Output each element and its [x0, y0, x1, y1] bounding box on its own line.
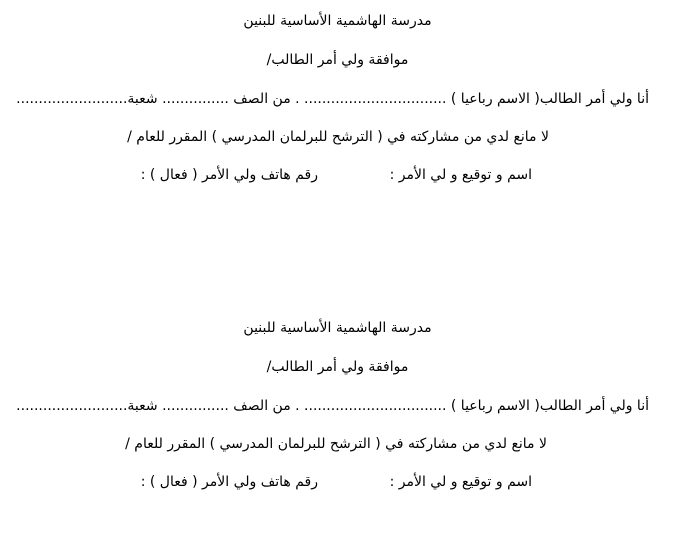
guardian-phone-label: رقم هاتف ولي الأمر ( فعال ) :: [140, 474, 318, 490]
approval-title: موافقة ولي أمر الطالب/: [266, 359, 409, 375]
guardian-signature-label: اسم و توقيع و لي الأمر :: [389, 474, 532, 490]
consent-form-2: [0, 307, 675, 507]
school-name: مدرسة الهاشمية الأساسية للبنين: [243, 320, 432, 336]
guardian-info-line: أنا ولي أمر الطالب( الاسم رباعيا ) ................................ . من الصف ............... شعبة.........................: [16, 91, 649, 107]
consent-form-1: [0, 0, 675, 200]
guardian-phone-label: رقم هاتف ولي الأمر ( فعال ) :: [140, 167, 318, 183]
school-name: مدرسة الهاشمية الأساسية للبنين: [243, 13, 432, 29]
guardian-signature-label: اسم و توقيع و لي الأمر :: [389, 167, 532, 183]
consent-statement: لا مانع لدي من مشاركته في ( الترشح للبرلمان المدرسي ) المقرر للعام /: [125, 436, 547, 452]
consent-statement: لا مانع لدي من مشاركته في ( الترشح للبرلمان المدرسي ) المقرر للعام /: [127, 129, 549, 145]
guardian-info-line: أنا ولي أمر الطالب( الاسم رباعيا ) ................................ . من الصف ............... شعبة.........................: [16, 398, 649, 414]
approval-title: موافقة ولي أمر الطالب/: [266, 52, 409, 68]
